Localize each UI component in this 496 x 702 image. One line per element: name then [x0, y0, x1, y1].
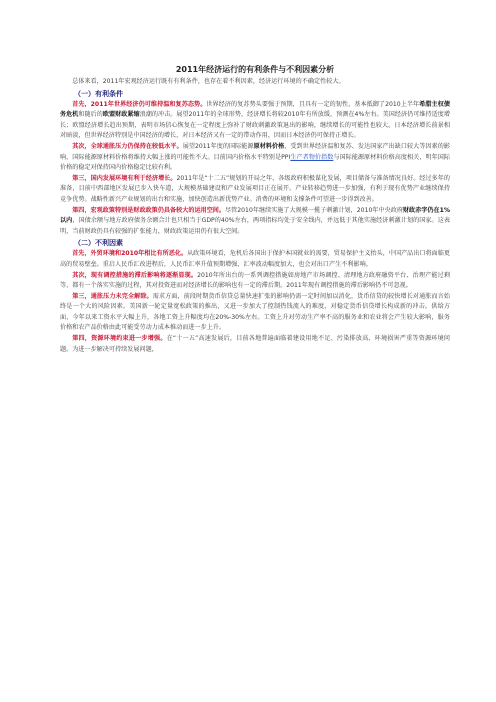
- advantage-4-text-b: ，国债余额与地方政府债务余额合计也只相当于GDP的40%左右，两项指标均处于安全线内，并远低于其他实施经济刺激计划的国家。这表明，当前财政仍具有较强的扩张能力，财政政策运用仍有很大空间。: [60, 217, 450, 235]
- advantage-4-lead: 第四，宏观政策特别是财政政策仍具备较大的运用空间。: [72, 206, 226, 214]
- advantage-2-lead: 其次，全球通胀压力仍保持在较低水平。: [72, 142, 183, 150]
- disadvantage-paragraph-3: [60, 292, 450, 334]
- advantage-paragraph-1: [60, 100, 450, 142]
- document-page: [60, 64, 450, 355]
- advantage-3-lead: 第三，国内发展环境有利于经济增长。: [72, 174, 177, 182]
- advantage-2-text-b: ，受到世界经济温和复苏、发达国家产出缺口较大等因素的影响，国际能源原材料价格将维持大幅上涨的可能性不大。目前国内价格水平特别是PPI: [60, 142, 450, 161]
- disadvantage-1-text: 从政策环境看，危机后各国出于保护本国就业的需要，贸易保护主义抬头，中国产品出口将面临更高的贸易壁垒。重启人民币汇改进程后，人民币汇率升值预期增强，汇率波动幅度加大，也会对出口产生不利影响。: [60, 250, 450, 268]
- advantage-1-text-a: 世界经济的复苏势头要强于预期，且具有一定的韧性，基本抵御了2010上半年: [206, 100, 420, 108]
- keyword-greek-debt-crisis: 希腊主权债务危机: [60, 100, 450, 119]
- keyword-fiscal-deficit: 财政赤字仍在1%以内: [60, 206, 451, 225]
- disadvantage-paragraph-1: [60, 249, 450, 270]
- keyword-eu-austerity: 欧盟财政紧缩: [102, 111, 140, 119]
- advantage-1-lead: 首先，2011年世界经济仍可维持温和复苏态势。: [72, 100, 207, 108]
- ppi-link[interactable]: 生产者物价指数: [290, 153, 334, 161]
- disadvantage-paragraph-4: [60, 334, 450, 355]
- advantage-1-text-b: 和随后的: [78, 111, 103, 119]
- disadvantage-paragraph-2: [60, 271, 450, 292]
- disadvantage-3-text: 需求方面，前段时期货币信贷总量快速扩张的影响仍需一定时间加以消化，货币信贷的较快增长对通胀而言始终是一个大的风险因素。美国新一轮定量宽松政策的推出，又进一步加大了控制热钱流入的难度，对稳定货币信贷增长构成新的冲击。供给方面，今年以来工资水平大幅上升，各地工资上升幅度均在20%-30%左右。工资上升对劳动生产率不高的服务业和农业将会产生较大影响，服务价格和农产品价格由此可能受劳动力成本推动而进一步上升。: [60, 292, 450, 332]
- advantage-2-text-a: 展望2011年度的国际能源: [182, 142, 254, 150]
- keyword-raw-material-price: 原材料价格: [253, 142, 285, 150]
- advantage-paragraph-4: [60, 206, 450, 238]
- advantage-4-text-a: 尽管2010年继续实施了大规模一揽子刺激计划，2010年中央政府: [225, 206, 403, 214]
- section-heading-disadvantages: （二）不利因素: [74, 239, 123, 248]
- advantage-2-text-c: 与国际能源原材料价格高度相关，明年国际价格的稳定对保持国内价格稳定比较有利。: [60, 153, 451, 172]
- advantage-paragraph-3: [60, 174, 450, 206]
- disadvantage-3-lead: 第三，通胀压力未完全解除。: [72, 292, 153, 300]
- disadvantage-4-lead: 第四，资源环境约束进一步增强。: [72, 335, 167, 343]
- advantage-paragraph-2: [60, 142, 450, 174]
- document-title: 2011年经济运行的有利条件与不利因素分析: [175, 65, 335, 74]
- disadvantage-1-lead: 首先，外贸环境和2010年相比有所恶化。: [72, 250, 188, 258]
- disadvantage-2-text: 2010年所出台的一系列调控措施如房地产市场调控、清理地方政府融资平台、治理产能过剩等，都有一个落实实施的过程，其对投资进而对经济增长的影响也有一定的滞后期。2011年现有调控措施的滞后影响仍不可忽视。: [60, 271, 450, 290]
- intro-paragraph: 总体来看，2011年宏观经济运行既有有利条件，也存在着不利因素，经济运行环境的不确定性较大。: [72, 78, 345, 85]
- section-heading-advantages: （一）有利条件: [74, 89, 123, 98]
- disadvantage-4-text: 在“十一五”高速发展后，目前各地普遍面临着建设用地不足、污染排放高、环境损害严重等资源环境问题。为进一步解决可持续发展问题，: [60, 335, 450, 353]
- advantage-1-text-c: 浪潮的冲击。展望2011年的全球形势，经济增长将较2010年有所放缓，预测在4%左右。美国经济仍可维持适度增长；欧盟经济增长趋出预期，表明市场信心恢复在一定程度上弥补了财政刺激政策退出的影响，继续增长的可能性也较大。日本经济增长前景相对暗淡，但世界经济特别是中国经济的增长，对日本经济又有一定的带动作用，因而日本经济仍可保持正增长。: [60, 111, 450, 140]
- disadvantage-2-lead: 其次，现有调控措施的滞后影响将逐渐显现。: [72, 271, 198, 279]
- advantage-3-text: 2011年是“十二五”规划的开局之年，各级政府积极谋化发展，项目储备与准备情况良好。经过多年的准备，目前中西部地区发展已步入快车道，大规模基础建设和产业发展项目正在展开。产业转移趋势进一步加强，有利于现有优势产业继续保持竞争优势。战略性新兴产业规划的出台和实施，加快创造出新优势产业。消费的环境和支撑条件可望进一步得到改善。: [60, 174, 450, 203]
